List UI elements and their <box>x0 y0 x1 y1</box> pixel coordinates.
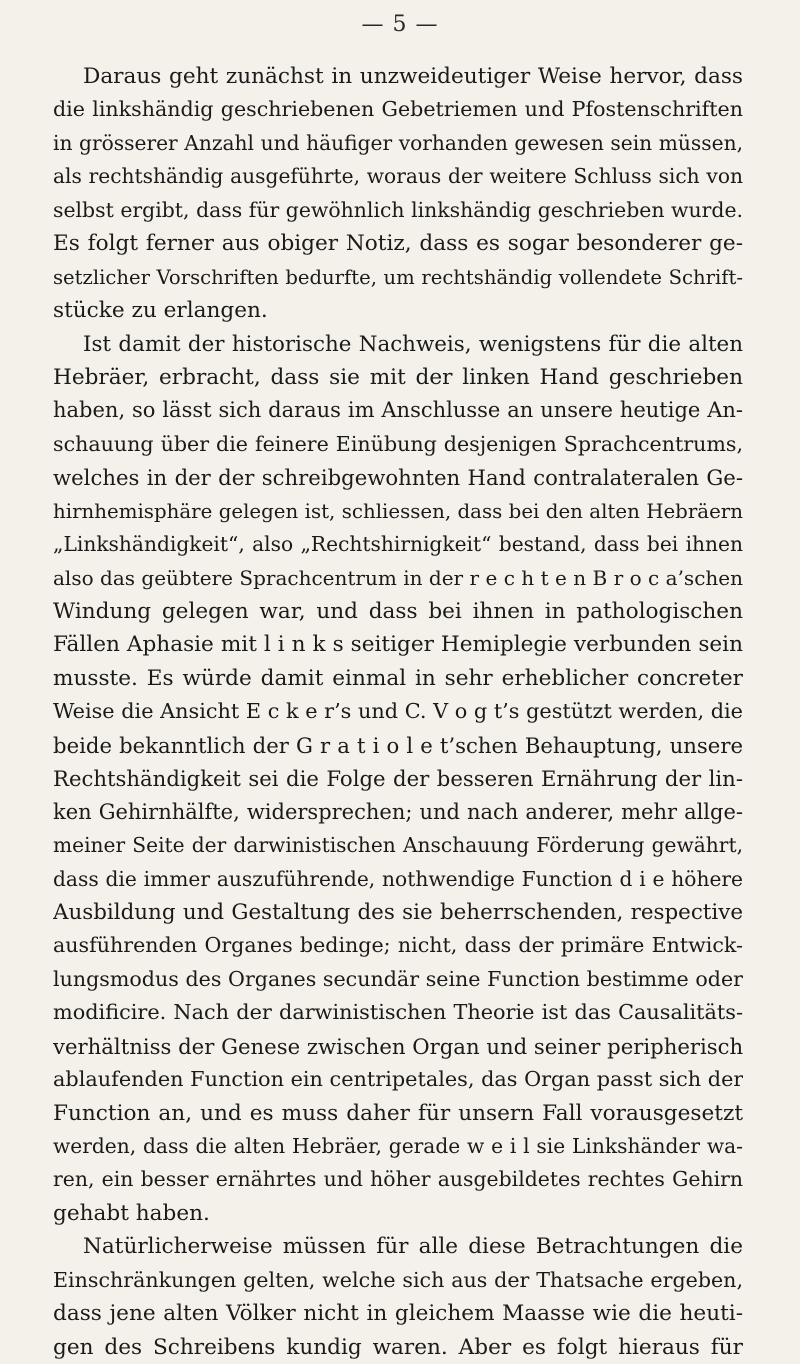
text-line: gehabt haben. <box>53 1200 210 1226</box>
text-line: Fällen Aphasie mit l i n k s seitiger Hemiplegie verbunden sein <box>53 632 743 658</box>
text-line: „Linkshändigkeit“, also „Rechtshirnigkeit“ bestand, dass bei ihnen <box>53 532 743 557</box>
text-line: lungsmodus des Organes secundär seine Function bestimme oder <box>53 966 743 991</box>
text-line: haben, so lässt sich daraus im Anschlusse an unsere heutige An- <box>53 398 743 423</box>
text-line: Einschränkungen gelten, welche sich aus der Thatsache ergeben, <box>53 1267 743 1292</box>
text-line: Natürlicherweise müssen für alle diese Betrachtungen die <box>83 1234 743 1260</box>
text-line: Windung gelegen war, und dass bei ihnen in pathologischen <box>53 599 743 624</box>
text-line: Ist damit der historische Nachweis, wenigstens für die alten <box>83 331 743 357</box>
text-line: ablaufenden Function ein centripetales, das Organ passt sich der <box>53 1067 743 1092</box>
text-line: welches in der der schreibgewohnten Hand contralateralen Ge- <box>53 465 743 491</box>
text-line: dass jene alten Völker nicht in gleichem Maasse wie die heuti- <box>53 1301 743 1327</box>
text-line: musste. Es würde damit einmal in sehr erheblicher concreter <box>53 665 743 691</box>
text-line: meiner Seite der darwinistischen Anschauung Förderung gewährt, <box>53 833 743 858</box>
text-line: als rechtshändig ausgeführte, woraus der weitere Schluss sich von <box>53 164 743 189</box>
text-line: gen des Schreibens kundig waren. Aber es folgt hieraus für <box>53 1334 743 1360</box>
text-line: verhältniss der Genese zwischen Organ und seiner peripherisch <box>53 1033 743 1059</box>
text-line: stücke zu erlangen. <box>53 298 268 324</box>
text-line: Rechtshändigkeit sei die Folge der besseren Ernährung der lin- <box>53 766 743 792</box>
text-line: die linkshändig geschriebenen Gebetriemen und Pfostenschriften <box>53 97 743 122</box>
text-line: Ausbildung und Gestaltung des sie beherrschenden, respective <box>53 899 743 925</box>
text-line: Es folgt ferner aus obiger Notiz, dass es sogar besonderer ge- <box>53 231 743 257</box>
text-line: setzlicher Vorschriften bedurfte, um rechtshändig vollendete Schrift- <box>53 265 743 289</box>
text-line: selbst ergibt, dass für gewöhnlich linkshändig geschrieben wurde. <box>53 197 743 222</box>
text-line: modificire. Nach der darwinistischen Theorie ist das Causalitäts- <box>53 1000 743 1025</box>
text-line: schauung über die feinere Einübung desjenigen Sprachcentrums, <box>53 431 743 456</box>
text-line: Weise die Ansicht E c k e r’s und C. V o g t’s gestützt werden, die <box>53 699 743 724</box>
page-number: — 5 — <box>361 12 439 37</box>
text-line: ausführenden Organes bedinge; nicht, dass der primäre Entwick- <box>53 933 743 958</box>
text-line: werden, dass die alten Hebräer, gerade w e i l sie Linkshänder wa- <box>53 1134 743 1158</box>
text-line: also das geübtere Sprachcentrum in der r e c h t e n B r o c a’schen <box>53 565 743 590</box>
text-line: Hebräer, erbracht, dass sie mit der linken Hand geschrieben <box>53 364 743 390</box>
text-line: Function an, und es muss daher für unsern Fall vorausgesetzt <box>53 1100 743 1126</box>
text-line: ren, ein besser ernährtes und höher ausgebildetes rechtes Gehirn <box>53 1167 743 1192</box>
body-text <box>53 60 743 1364</box>
text-line: hirnhemisphäre gelegen ist, schliessen, dass bei den alten Hebräern <box>53 499 743 523</box>
text-line: in grösserer Anzahl und häufiger vorhanden gewesen sein müssen, <box>53 130 743 155</box>
text-line: dass die immer auszuführende, nothwendige Function d i e höhere <box>53 866 743 891</box>
text-line: Daraus geht zunächst in unzweideutiger Weise hervor, dass <box>83 64 743 89</box>
text-line: beide bekanntlich der G r a t i o l e t’schen Behauptung, unsere <box>53 732 743 758</box>
text-line: ken Gehirnhälfte, widersprechen; und nach anderer, mehr allge- <box>53 799 743 824</box>
